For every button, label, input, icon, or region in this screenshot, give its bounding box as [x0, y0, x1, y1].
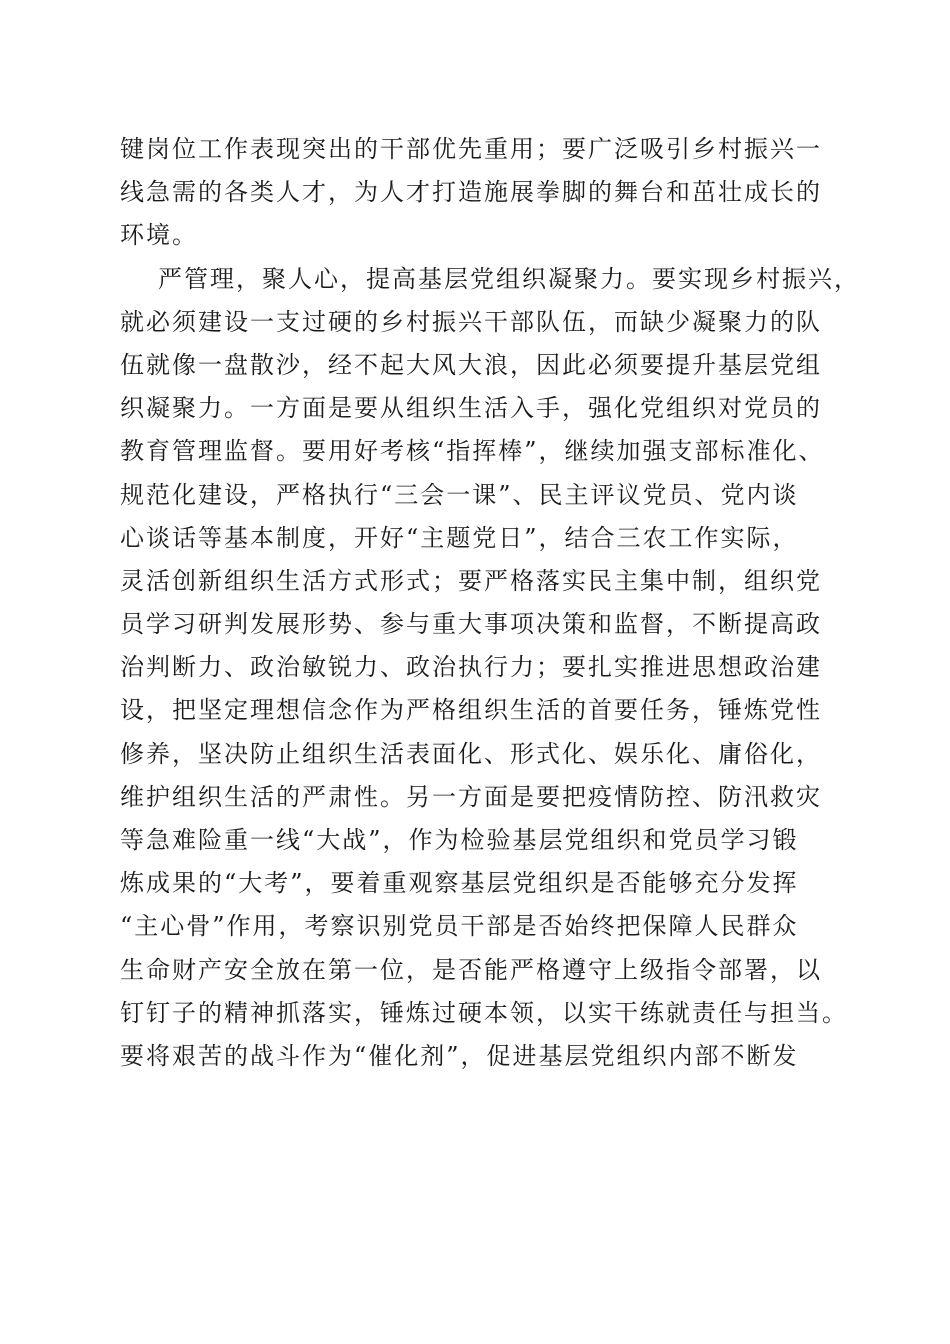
body-text — [120, 128, 860, 1078]
paragraph-heading-line: 严管理，聚人心，提高基层党组织凝聚力。要实现乡村振兴， — [158, 264, 860, 293]
text-line: 线急需的各类人才，为人才打造施展拳脚的舞台和茁壮成长的 — [120, 178, 822, 207]
text-line: “主心骨”作用，考察识别党员干部是否始终把保障人民群众 — [120, 912, 799, 941]
text-line: 要将艰苦的战斗作为“催化剂”，促进基层党组织内部不断发 — [120, 1041, 799, 1070]
text-line: 炼成果的“大考”，要着重观察基层党组织是否能够充分发挥 — [120, 869, 799, 898]
text-line: 灵活创新组织生活方式形式；要严格落实民主集中制，组织党 — [120, 566, 822, 595]
text-line: 员学习研判发展形势、参与重大事项决策和监督，不断提高政 — [120, 610, 822, 639]
text-line: 治判断力、政治敏锐力、政治执行力；要扎实推进思想政治建 — [120, 653, 822, 682]
text-line: 键岗位工作表现突出的干部优先重用；要广泛吸引乡村振兴一 — [120, 135, 822, 163]
text-line: 教育管理监督。要用好考核“指挥棒”，继续加强支部标准化、 — [120, 437, 825, 466]
text-line: 等急难险重一线“大战”，作为检验基层党组织和党员学习锻 — [120, 826, 799, 854]
text-line: 就必须建设一支过硬的乡村振兴干部队伍，而缺少凝聚力的队 — [120, 307, 822, 336]
text-line: 规范化建设，严格执行“三会一课”、民主评议党员、党内谈 — [120, 480, 799, 509]
text-line: 环境。 — [120, 221, 198, 250]
text-line: 织凝聚力。一方面是要从组织生活入手，强化党组织对党员的 — [120, 394, 822, 423]
text-line: 伍就像一盘散沙，经不起大风大浪，因此必须要提升基层党组 — [120, 350, 822, 379]
text-line: 心谈话等基本制度，开好“主题党日”，结合三农工作实际， — [120, 523, 799, 552]
text-line: 钉钉子的精神抓落实，锤炼过硬本领，以实干练就责任与担当。 — [120, 998, 848, 1027]
text-line: 设，把坚定理想信念作为严格组织生活的首要任务，锤炼党性 — [120, 696, 822, 725]
text-line: 生命财产安全放在第一位，是否能严格遵守上级指令部署，以 — [120, 955, 822, 984]
text-line: 维护组织生活的严肃性。另一方面是要把疫情防控、防汛救灾 — [120, 782, 822, 811]
text-line: 修养，坚决防止组织生活表面化、形式化、娱乐化、庸俗化， — [120, 739, 822, 768]
